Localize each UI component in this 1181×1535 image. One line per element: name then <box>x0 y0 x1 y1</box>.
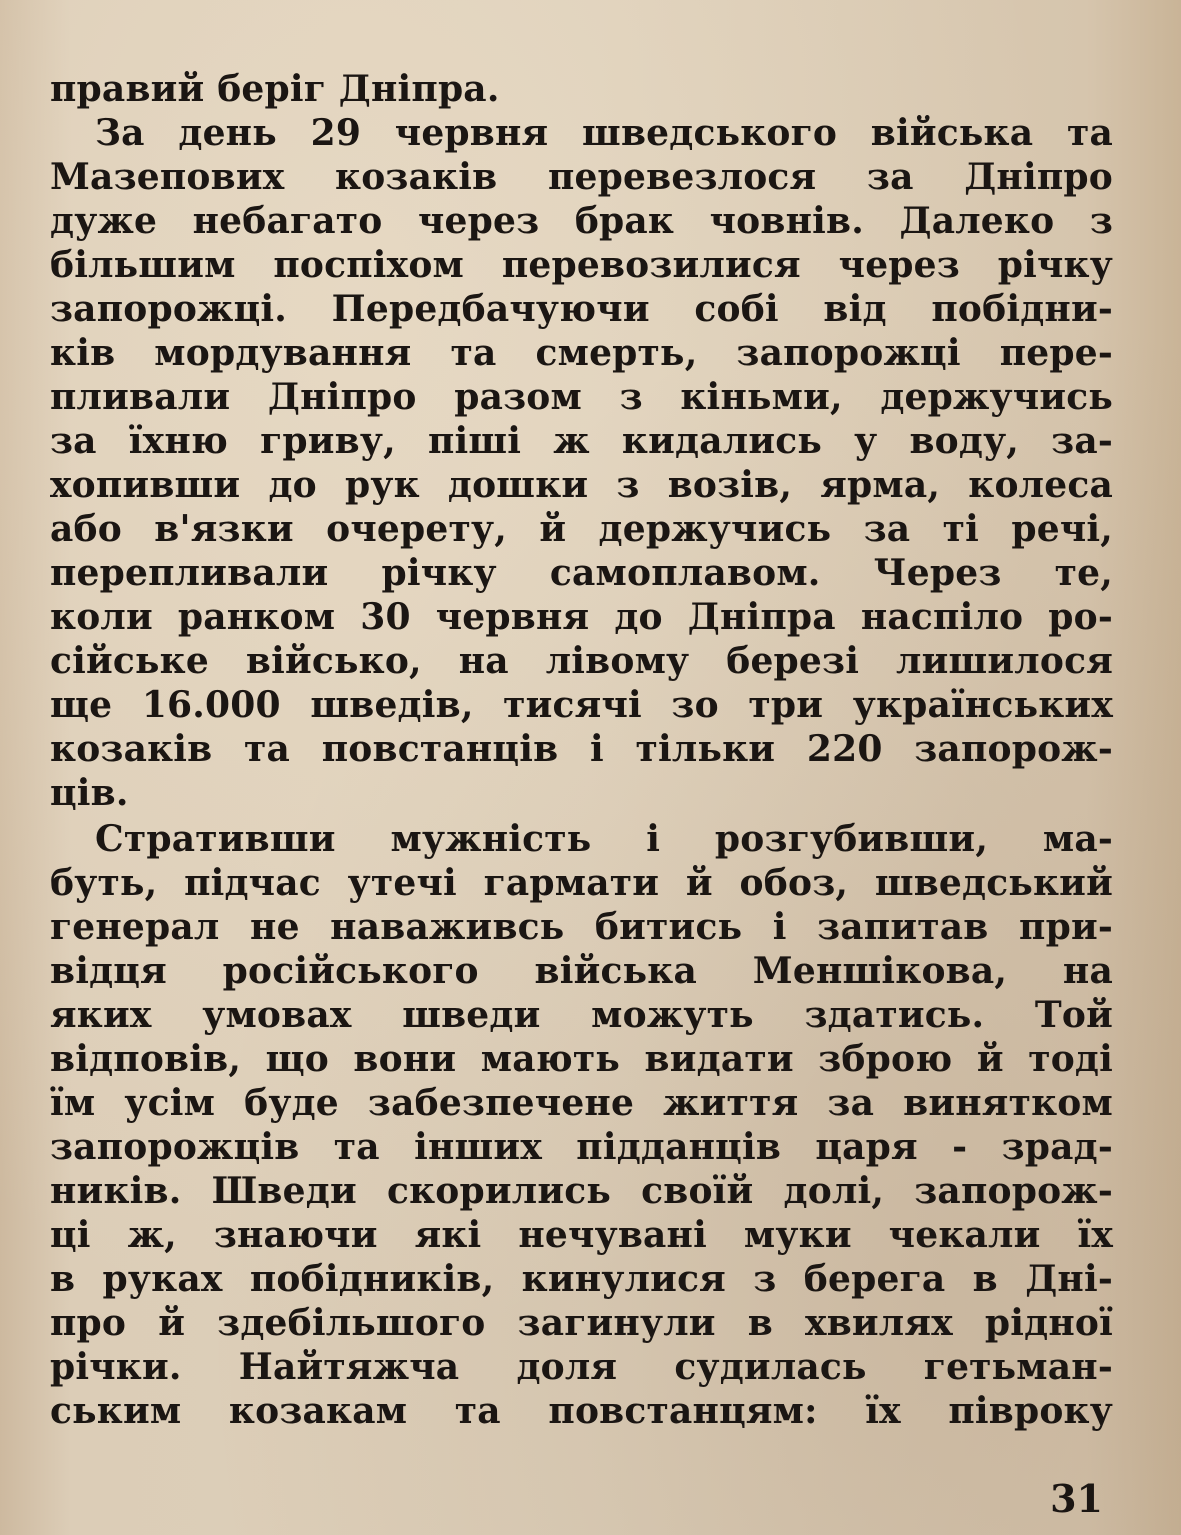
text-line: сійське військо, на лівому березі лишилося <box>50 640 1113 682</box>
text-line: ців. <box>50 772 129 814</box>
text-line: хопивши до рук дошки з возів, ярма, колеса <box>50 464 1113 506</box>
text-line: ників. Шведи скорились своїй долі, запорож- <box>50 1170 1113 1212</box>
text-line: ків мордування та смерть, запорожці пере- <box>50 332 1113 374</box>
text-line: Мазепових козаків перевезлося за Дніпро <box>50 156 1113 198</box>
text-line: відця російського війська Меншікова, на <box>50 950 1113 992</box>
text-line: запорожці. Передбачуючи собі від побідни- <box>50 288 1113 330</box>
text-line: відповів, що вони мають видати зброю й тоді <box>50 1038 1113 1080</box>
text-line: ще 16.000 шведів, тисячі зо три українських <box>50 684 1113 726</box>
text-line: за їхню гриву, піші ж кидались у воду, за- <box>50 420 1113 462</box>
text-line: їм усім буде забезпечене життя за винятком <box>50 1082 1113 1124</box>
text-line: яких умовах шведи можуть здатись. Той <box>50 994 1113 1036</box>
text-line: козаків та повстанців і тільки 220 запорож- <box>50 728 1113 770</box>
page-number: 31 <box>1050 1476 1103 1521</box>
text-line: більшим поспіхом перевозилися через річку <box>50 244 1113 286</box>
text-line: ським козакам та повстанцям: їх півроку <box>50 1390 1113 1432</box>
text-line: річки. Найтяжча доля судилась гетьман- <box>50 1346 1113 1388</box>
text-line: коли ранком 30 червня до Дніпра наспіло ро- <box>50 596 1113 638</box>
text-line: генерал не наваживсь битись і запитав при- <box>50 906 1113 948</box>
text-line: запорожців та інших підданців царя - зрад- <box>50 1126 1113 1168</box>
text-line: пливали Дніпро разом з кіньми, держучись <box>50 376 1113 418</box>
text-line: Стративши мужність і розгубивши, ма- <box>95 818 1113 860</box>
text-line: правий беріг Дніпра. <box>50 68 500 110</box>
text-line: в руках побідників, кинулися з берега в Дні- <box>50 1258 1113 1300</box>
text-line: про й здебільшого загинули в хвилях рідної <box>50 1302 1113 1344</box>
text-line: або в'язки очерету, й держучись за ті речі, <box>50 508 1113 550</box>
text-line: ці ж, знаючи які нечувані муки чекали їх <box>50 1214 1113 1256</box>
text-line: дуже небагато через брак човнів. Далеко з <box>50 200 1113 242</box>
text-line: За день 29 червня шведського війська та <box>95 112 1113 154</box>
text-line: перепливали річку самоплавом. Через те, <box>50 552 1113 594</box>
text-line: буть, підчас утечі гармати й обоз, шведський <box>50 862 1113 904</box>
